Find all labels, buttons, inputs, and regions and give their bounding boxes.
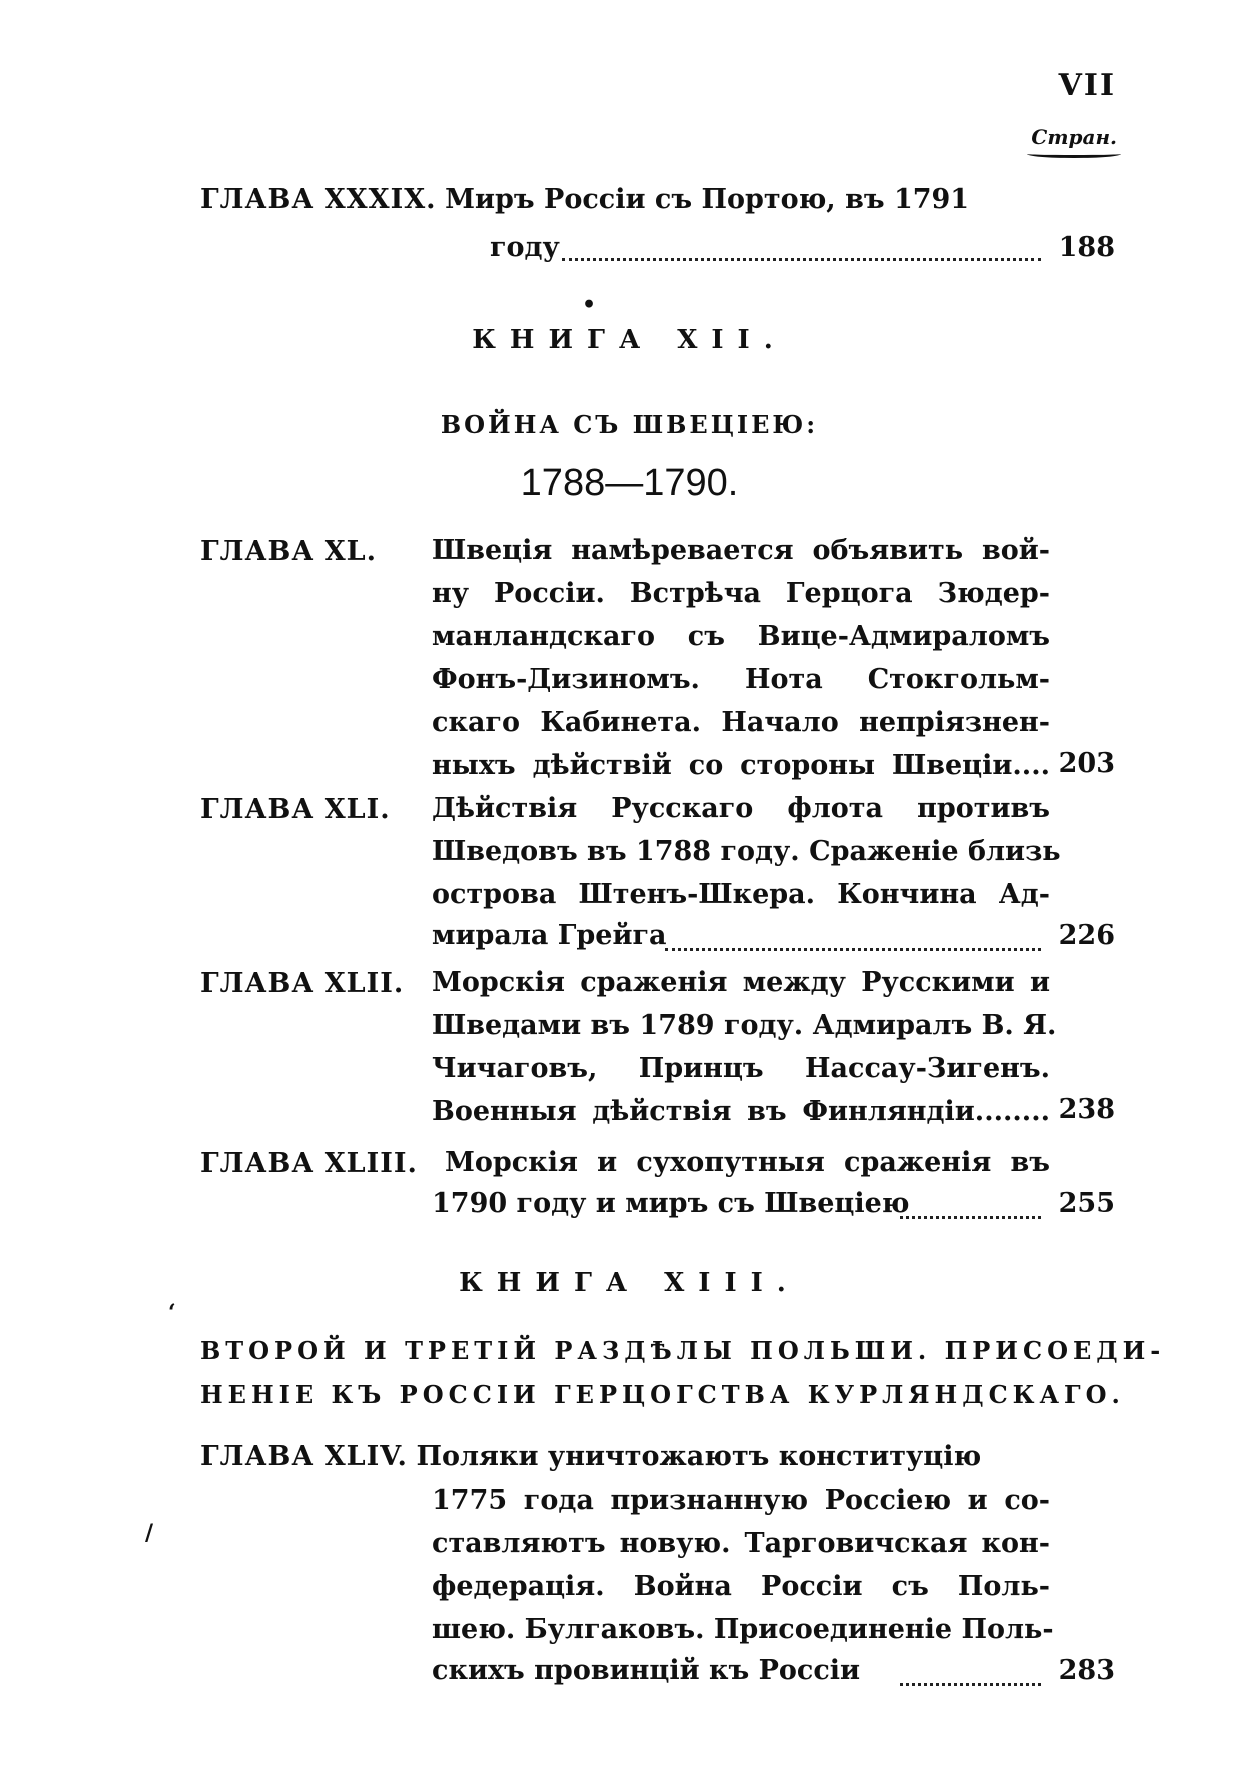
chapter-title-line: 1790 году и миръ съ Швеціею [432,1188,910,1219]
chapter-label: ГЛАВА XLIV. [200,1441,408,1472]
book-13-subtitle-line2: НЕНІЕ КЪ РОССІИ ГЕРЦОГСТВА КУРЛЯНДСКАГО. [200,1380,1125,1409]
page-ref-ch44: 283 [1058,1655,1115,1686]
chapter-title-line: году [490,232,560,263]
dot-leader [900,1216,1041,1219]
chapter-title-line: Военныя дѣйствія въ Финляндіи........ [432,1096,1050,1127]
chapter-title-line: скаго Кабинета. Начало непріязнен- [432,707,1050,738]
chapter-title-line: Фонъ-Дизиномъ. Нота Стокгольм- [432,664,1050,695]
toc-entry-ch39-line1 [200,180,969,220]
book-12-subtitle: ВОЙНА СЪ ШВЕЦІЕЮ: [440,410,819,439]
dot-leader [562,258,1041,261]
chapter-title-line: манландскаго съ Вице-Адмираломъ [432,621,1050,652]
page-ref-ch40: 203 [1058,748,1115,779]
book-12-years: 1788—1790. [520,462,739,504]
dot-leader [900,1683,1041,1686]
chapter-title-line: Швеція намѣреваетcя объявить вой- [432,535,1050,566]
chapter-title-line: Шведами въ 1789 году. Адмиралъ В. Я. [432,1010,1057,1041]
page-number: VII [1058,68,1116,103]
ink-mark: ‘ [168,1300,176,1326]
chapter-title-line: мирала Грейга [432,920,667,951]
chapter-title-line: Поляки уничтожаютъ конституцію [416,1441,982,1472]
toc-entry-ch44-line1 [200,1437,981,1477]
chapter-title-line: острова Штенъ-Шкера. Кончина Ад- [432,879,1050,910]
chapter-title-line: шею. Булгаковъ. Присоединеніе Поль- [432,1614,1054,1645]
page-ref-ch43: 255 [1058,1188,1115,1219]
chapter-title-line: Морскія и сухопутныя сраженія въ [445,1147,1050,1178]
ink-mark: / [145,1520,154,1546]
book-13-subtitle-line1: ВТОРОЙ И ТРЕТІЙ РАЗДѢЛЫ ПОЛЬШИ. ПРИСОЕДИ- [200,1336,1166,1365]
chapter-label: ГЛАВА XLII. [200,968,405,999]
chapter-title-line: Морскія сраженія между Русскими и [432,967,1050,998]
chapter-label: ГЛАВА XL. [200,536,378,567]
chapter-label: ГЛАВА XXXIX. [200,184,437,215]
book-12-title: КНИГА XII. [472,325,787,355]
chapter-title-line: Шведовъ въ 1788 году. Сраженіе близь [432,836,1061,867]
page-ref-ch39: 188 [1058,232,1115,263]
ink-mark: • [582,292,597,318]
pages-column-header: Стран. [1031,125,1117,149]
chapter-title-line: скихъ провинцій къ Россіи [432,1655,861,1686]
chapter-title-line: Чичаговъ, Принцъ Нассау-Зигенъ. [432,1053,1050,1084]
book-13-title: КНИГА XIII. [459,1268,800,1298]
dot-leader [665,948,1041,951]
chapter-title-line: Миръ Россіи съ Портою, въ 1791 [445,184,970,215]
chapter-label: ГЛАВА XLIII. [200,1148,418,1179]
chapter-title-line: федерація. Война Россіи съ Поль- [432,1571,1050,1602]
chapter-label: ГЛАВА XLI. [200,794,391,825]
chapter-title-line: Дѣйствія Русскаго флота противъ [432,793,1050,824]
chapter-title-line: 1775 года признанную Россіею и со- [432,1485,1050,1516]
page-ref-ch42: 238 [1058,1094,1115,1125]
chapter-title-line: ныхъ дѣйствій со стороны Швеціи.... [432,750,1050,781]
page-ref-ch41: 226 [1058,920,1115,951]
chapter-title-line: ну Россіи. Встрѣча Герцога Зюдер- [432,578,1050,609]
chapter-title-line: ставляютъ новую. Тарговичская кон- [432,1528,1050,1559]
